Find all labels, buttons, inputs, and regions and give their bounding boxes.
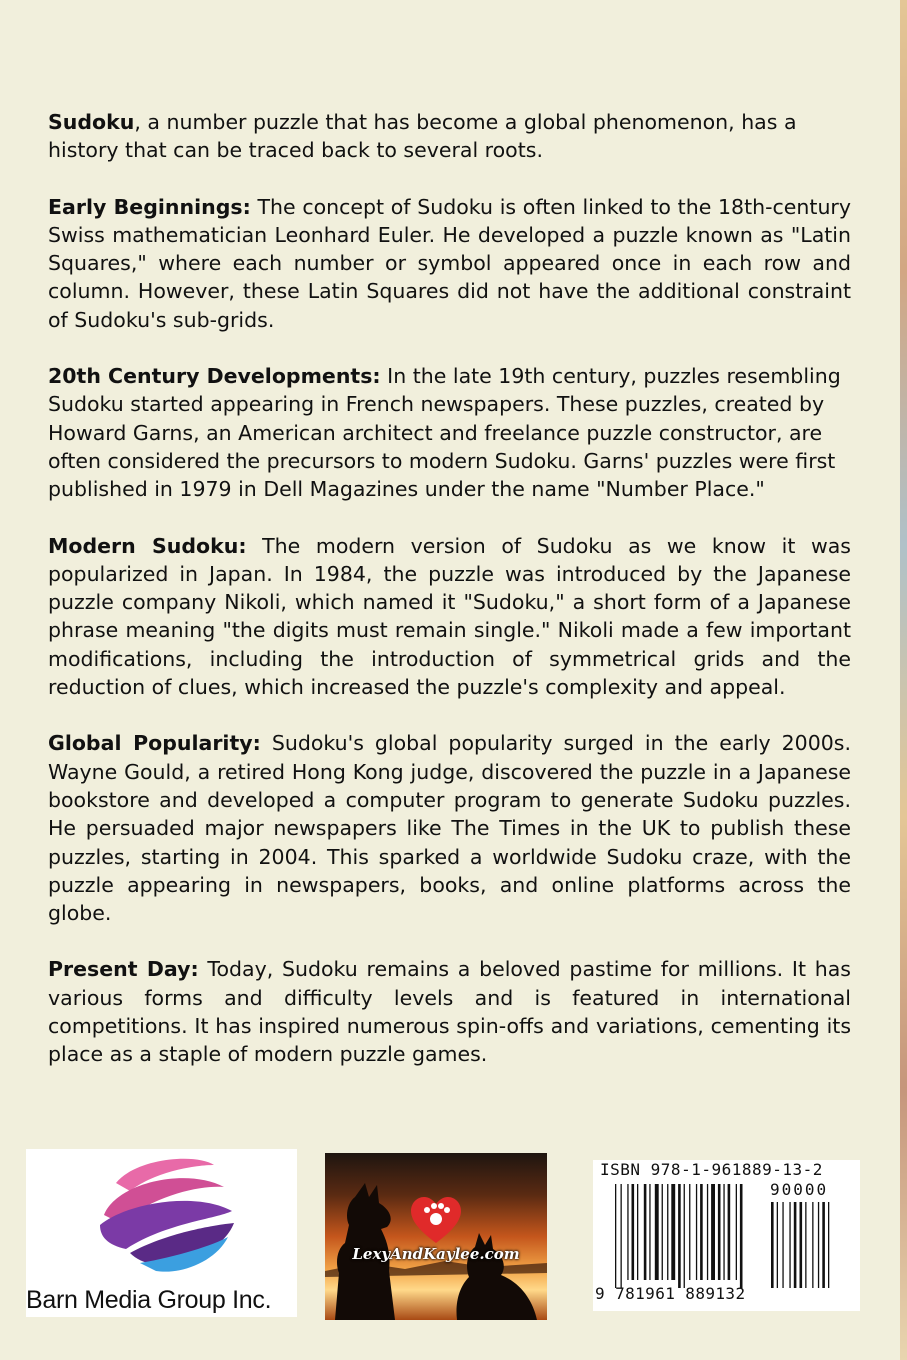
swirl-sphere-icon (96, 1153, 236, 1277)
paragraph-heading: Present Day: (48, 957, 199, 982)
paw-heart-icon (325, 1153, 547, 1320)
history-text (48, 108, 851, 1097)
early-beginnings-paragraph (48, 193, 851, 334)
partner-photo (325, 1153, 547, 1320)
ean-number: 9 781961 889132 (595, 1284, 746, 1303)
paragraph-body: Today, Sudoku remains a beloved pastime for millions. It has various forms and difficulty levels and is featured in international competitions. It has inspired numerous spin-offs and variations, cementing its place as a staple of modern puzzle games. (48, 957, 851, 1067)
cover-edge-strip (900, 0, 907, 1360)
paragraph-body: The modern version of Sudoku as we know it was popularized in Japan. In 1984, the puzzle was introduced by the Japanese puzzle company Nikoli, which named it "Sudoku," a short form of a Japanese phrase meaning "the digits must remain single." Nikoli made a few important modifications, including the introduction of symmetrical grids and the reduction of clues, which increased the puzzle's complexity and appeal. (48, 533, 851, 700)
paragraph-body: The concept of Sudoku is often linked to the 18th-century Swiss mathematician Leonhard Euler. He developed a puzzle known as "Latin Squares," where each number or symbol appeared once in each row and column. However, these Latin Squares did not have the additional constraint of Sudoku's sub-grids. (48, 194, 851, 332)
publisher-logo (26, 1149, 297, 1317)
isbn-barcode (593, 1160, 860, 1311)
partner-site: LexyAndKaylee.com (352, 1245, 520, 1263)
paragraph-heading: Sudoku (48, 110, 135, 134)
intro-paragraph (48, 108, 851, 165)
paragraph-body: , a number puzzle that has become a global phenomenon, has a history that can be traced back to several roots. (48, 110, 797, 163)
paragraph-heading: 20th Century Developments: (48, 364, 381, 389)
paragraph-body: Sudoku's global popularity surged in the early 2000s. Wayne Gould, a retired Hong Kong judge, discovered the puzzle in a Japanese bookstore and developed a computer program to generate Sudoku puzzles. He persuaded major newspapers like The Times in the UK to publish these puzzles, starting in 2004. This sparked a worldwide Sudoku craze, with the puzzle appearing in newspapers, books, and online platforms across the globe. (48, 731, 852, 926)
twentieth-century-paragraph (48, 362, 851, 503)
present-day-paragraph (48, 955, 851, 1068)
publisher-name: Barn Media Group Inc. (26, 1286, 272, 1314)
global-popularity-paragraph (48, 729, 851, 927)
paragraph-body: In the late 19th century, puzzles resembling Sudoku started appearing in French newspapers. These puzzles, created by Howard Garns, an American architect and freelance puzzle constructor, are often considered the precursors to modern Sudoku. Garns' puzzles were first published in 1979 in Dell Magazines under the name "Number Place." (48, 364, 841, 502)
paragraph-heading: Early Beginnings: (48, 194, 251, 219)
paragraph-heading: Modern Sudoku: (48, 533, 247, 558)
modern-sudoku-paragraph (48, 532, 851, 702)
paragraph-heading: Global Popularity: (48, 731, 261, 756)
price-addon: 90000 (770, 1180, 829, 1199)
isbn-number: ISBN 978-1-961889-13-2 (600, 1160, 823, 1179)
